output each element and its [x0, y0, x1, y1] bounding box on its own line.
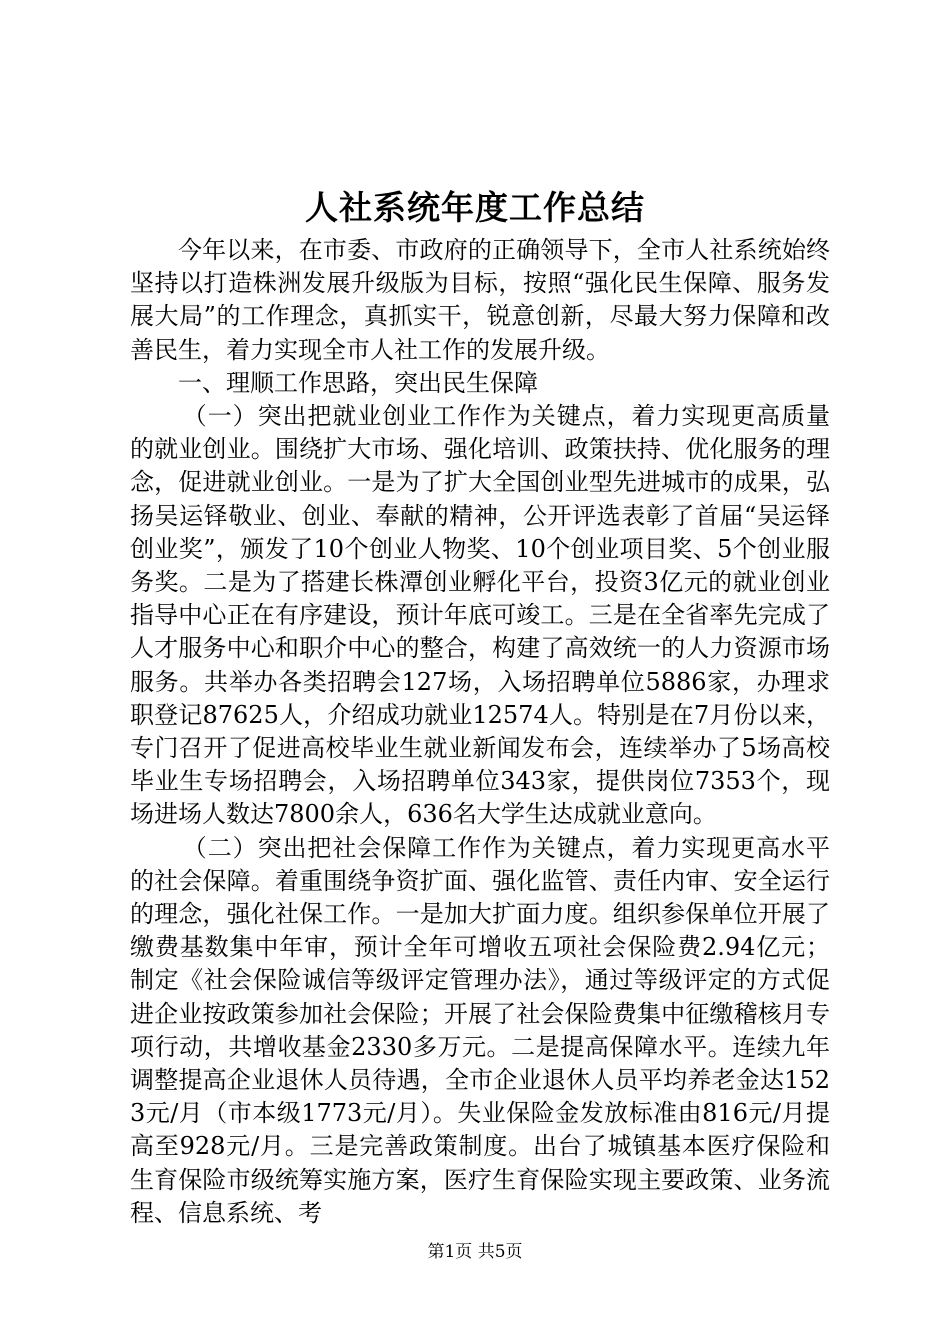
document-title: 人社系统年度工作总结 — [305, 188, 645, 227]
paragraph-employment: （一）突出把就业创业工作作为关键点，着力实现更高质量的就业创业。围绕扩大市场、强化培训、政策扶持、优化服务的理念，促进就业创业。一是为了扩大全国创业型先进城市的成果，弘扬吴运铎敬业、创业、奉献的精神，公开评选表彰了首届“吴运铎创业奖”，颁发了10个创业人物奖、10个创业项目奖、5个创业服务奖。二是为了搭建长株潭创业孵化平台，投资3亿元的就业创业指导中心正在有序建设，预计年底可竣工。三是在全省率先完成了人才服务中心和职介中心的整合，构建了高效统一的人力资源市场服务。共举办各类招聘会127场，入场招聘单位5886家，办理求职登记87625人，介绍成功就业12574人。特别是在7月份以来，专门召开了促进高校毕业生就业新闻发布会，连续举办了5场高校毕业生专场招聘会，入场招聘单位343家，提供岗位7353个，现场进场人数达7800余人，636名大学生达成就业意向。 — [130, 402, 830, 829]
paragraph-intro: 今年以来，在市委、市政府的正确领导下，全市人社系统始终坚持以打造株洲发展升级版为目标，按照“强化民生保障、服务发展大局”的工作理念，真抓实干，锐意创新，尽最大努力保障和改善民生，着力实现全市人社工作的发展升级。 — [130, 236, 830, 364]
section-heading: 一、理顺工作思路，突出民生保障 — [178, 368, 538, 397]
page-footer: 第1页 共5页 — [427, 1242, 523, 1262]
document-body — [130, 234, 830, 1230]
paragraph-social-security: （二）突出把社会保障工作作为关键点，着力实现更高水平的社会保障。着重围绕争资扩面、强化监管、责任内审、安全运行的理念，强化社保工作。一是加大扩面力度。组织参保单位开展了缴费基数集中年审，预计全年可增收五项社会保险费2.94亿元；制定《社会保险诚信等级评定管理办法》，通过等级评定的方式促进企业按政策参加社会保险；开展了社会保险费集中征缴稽核月专项行动，共增收基金2330多万元。二是提高保障水平。连续九年调整提高企业退休人员待遇，全市企业退休人员平均养老金达1523元/月（市本级1773元/月）。失业保险金发放标准由816元/月提高至928元/月。三是完善政策制度。出台了城镇基本医疗保险和生育保险市级统筹实施方案，医疗生育保险实现主要政策、业务流程、信息系统、考 — [130, 833, 830, 1227]
